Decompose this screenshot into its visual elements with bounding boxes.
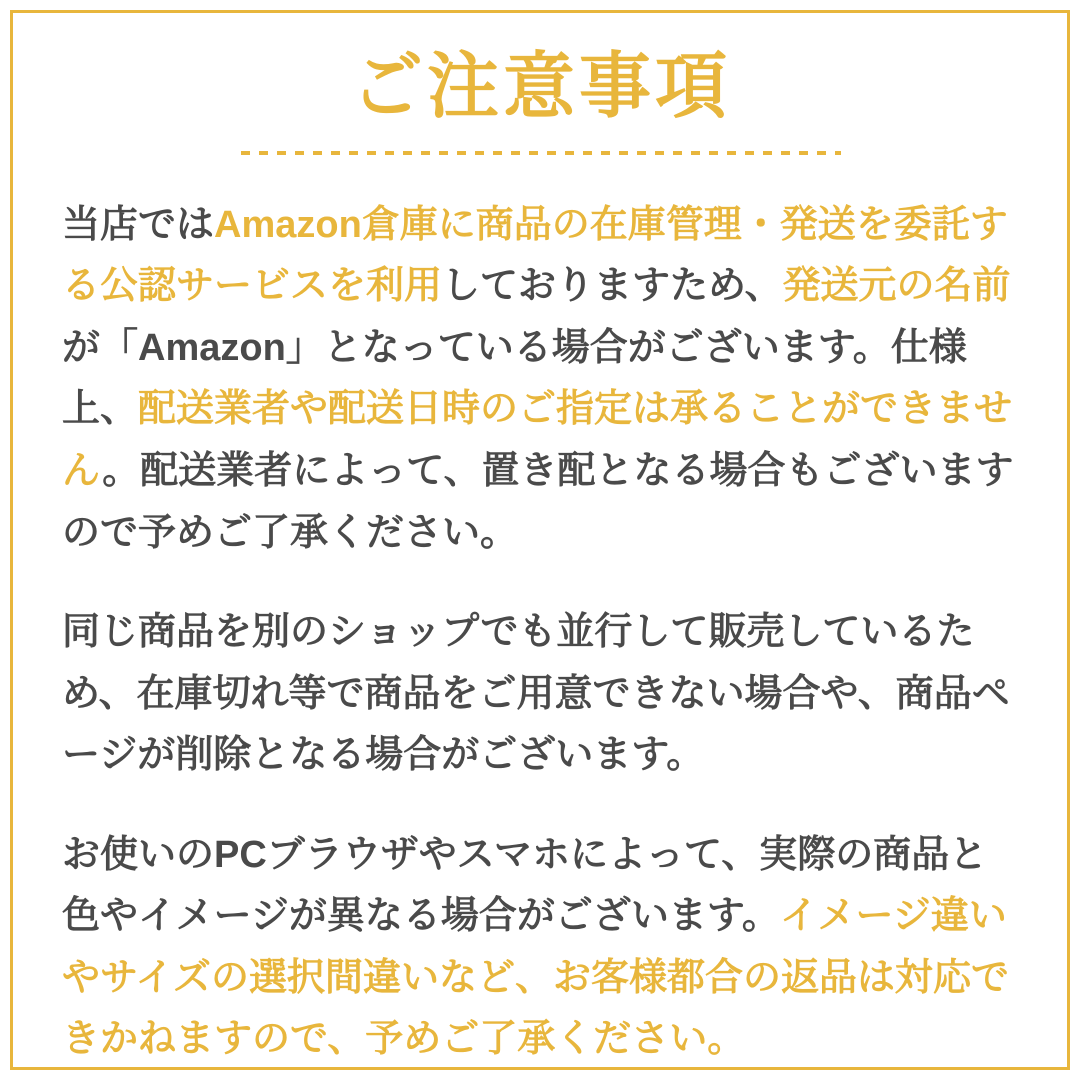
text-segment-highlight: Amazon倉庫に商品の在庫管理・発送を委託する公認サービスを利用 [62, 203, 1008, 308]
paragraph-stock-notice [62, 602, 1020, 787]
text-segment: お使いのPCブラウザやスマホによって、実際の商品と色やイメージが異なる場合がございます。 [62, 833, 988, 938]
dotted-divider [241, 151, 841, 155]
page-title: ご注意事項 [350, 47, 731, 127]
text-segment: が「Amazon」となっている場合がございます。仕様上、 [62, 326, 967, 431]
text-segment: 。配送業者によって、置き配となる場合もございますので予めご了承ください。 [62, 449, 1014, 554]
paragraph-fulfillment-notice [62, 195, 1020, 564]
notice-body [62, 195, 1020, 1071]
notice-content [62, 46, 1020, 1071]
text-segment-highlight: 発送元の名前 [782, 265, 1011, 308]
text-segment: 当店では [62, 203, 215, 246]
text-segment: しておりますため、 [442, 265, 783, 308]
text-segment-highlight: イメージ違いやサイズの選択間違いなど、お客様都合の返品は対応できかねますので、予めご了承ください。 [62, 895, 1009, 1061]
text-segment-highlight: 配送業者や配送日時のご指定は承ることができません [62, 388, 1013, 492]
paragraph-color-notice [62, 825, 1020, 1071]
text-segment: 同じ商品を別のショップでも並行して販売しているため、在庫切れ等で商品をご用意できない場合や、商品ページが削除となる場合がございます。 [62, 611, 1010, 777]
